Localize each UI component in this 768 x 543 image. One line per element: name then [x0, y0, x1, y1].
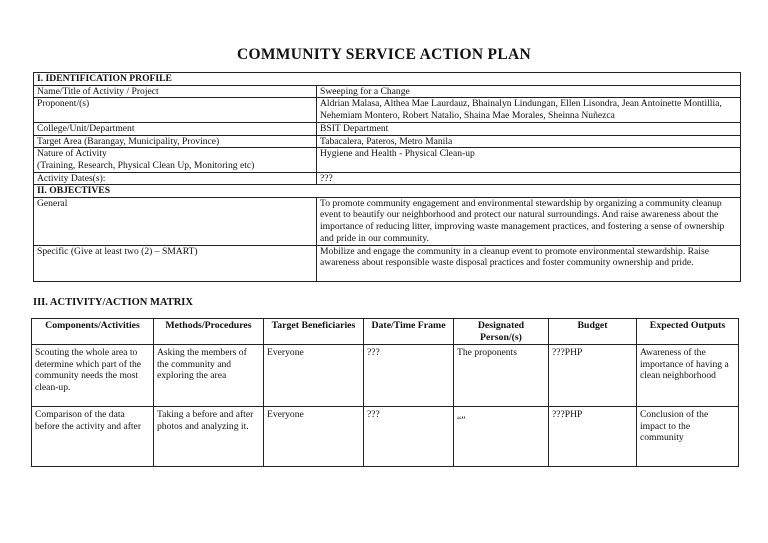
- cell-budget: ???PHP: [549, 407, 637, 467]
- header-designated: Designated Person/(s): [454, 319, 549, 345]
- profile-value: BSIT Department: [317, 123, 741, 136]
- profile-label: Activity Dates(s):: [34, 172, 317, 185]
- identification-profile-table: [33, 72, 741, 282]
- cell-beneficiaries: Everyone: [264, 345, 364, 407]
- header-methods: Methods/Procedures: [154, 319, 264, 345]
- profile-value: Tabacalera, Pateros, Metro Manila: [317, 135, 741, 148]
- profile-value: Hygiene and Health - Physical Clean-up: [317, 148, 741, 172]
- cell-designated: “”: [454, 407, 549, 467]
- section-activity-matrix: III. ACTIVITY/ACTION MATRIX: [33, 297, 193, 308]
- cell-output: Conclusion of the impact to the community: [637, 407, 739, 467]
- header-beneficiaries: Target Beneficiaries: [264, 319, 364, 345]
- table-row: [32, 345, 739, 407]
- profile-label: Name/Title of Activity / Project: [34, 85, 317, 98]
- nature-sublabel: (Training, Research, Physical Clean Up, Monitoring etc): [37, 159, 255, 171]
- cell-timeframe: ???: [364, 345, 454, 407]
- profile-value: Aldrian Malasa, Althea Mae Laurdauz, Bhainalyn Lindungan, Ellen Lisondra, Jean Antoinette Montillia, Nehemiam Montero, Robert Natalio, Shaina Mae Morales, Sheinna Nuñezca: [317, 98, 741, 123]
- cell-method: Asking the members of the community and exploring the area: [154, 345, 264, 407]
- header-timeframe: Date/Time Frame: [364, 319, 454, 345]
- activity-matrix-table: [31, 318, 739, 467]
- cell-timeframe: ???: [364, 407, 454, 467]
- objective-label: General: [34, 197, 317, 245]
- objective-value: Mobilize and engage the community in a cleanup event to promote environmental stewardship. Raise awareness about responsible waste disposal practices and foster community ownership and pride.: [317, 245, 741, 281]
- section-objectives: II. OBJECTIVES: [34, 185, 741, 198]
- profile-value: Sweeping for a Change: [317, 85, 741, 98]
- profile-value: ???: [317, 172, 741, 185]
- profile-label: College/Unit/Department: [34, 123, 317, 136]
- profile-label: Proponent/(s): [34, 98, 317, 123]
- cell-budget: ???PHP: [549, 345, 637, 407]
- document-title: COMMUNITY SERVICE ACTION PLAN: [237, 46, 531, 63]
- cell-component: Comparison of the data before the activity and after: [32, 407, 154, 467]
- nature-label: Nature of Activity: [37, 148, 107, 160]
- objective-label: Specific (Give at least two (2) – SMART): [34, 245, 317, 281]
- cell-method: Taking a before and after photos and analyzing it.: [154, 407, 264, 467]
- header-budget: Budget: [549, 319, 637, 345]
- cell-beneficiaries: Everyone: [264, 407, 364, 467]
- profile-label: Target Area (Barangay, Municipality, Province): [34, 135, 317, 148]
- section-identification-profile: I. IDENTIFICATION PROFILE: [34, 73, 741, 86]
- cell-component: Scouting the whole area to determine which part of the community needs the most clean-up.: [32, 345, 154, 407]
- cell-designated: The proponents: [454, 345, 549, 407]
- profile-label: [34, 148, 317, 172]
- table-row: [32, 407, 739, 467]
- header-components: Components/Activities: [32, 319, 154, 345]
- objective-value: To promote community engagement and environmental stewardship by organizing a community cleanup event to beautify our neighborhood and protect our natural surroundings. And raise awareness about the importance of reducing litter, improving waste management practices, and fostering a sense of ownership and pride in our community.: [317, 197, 741, 245]
- cell-output: Awareness of the importance of having a clean neighborhood: [637, 345, 739, 407]
- header-outputs: Expected Outputs: [637, 319, 739, 345]
